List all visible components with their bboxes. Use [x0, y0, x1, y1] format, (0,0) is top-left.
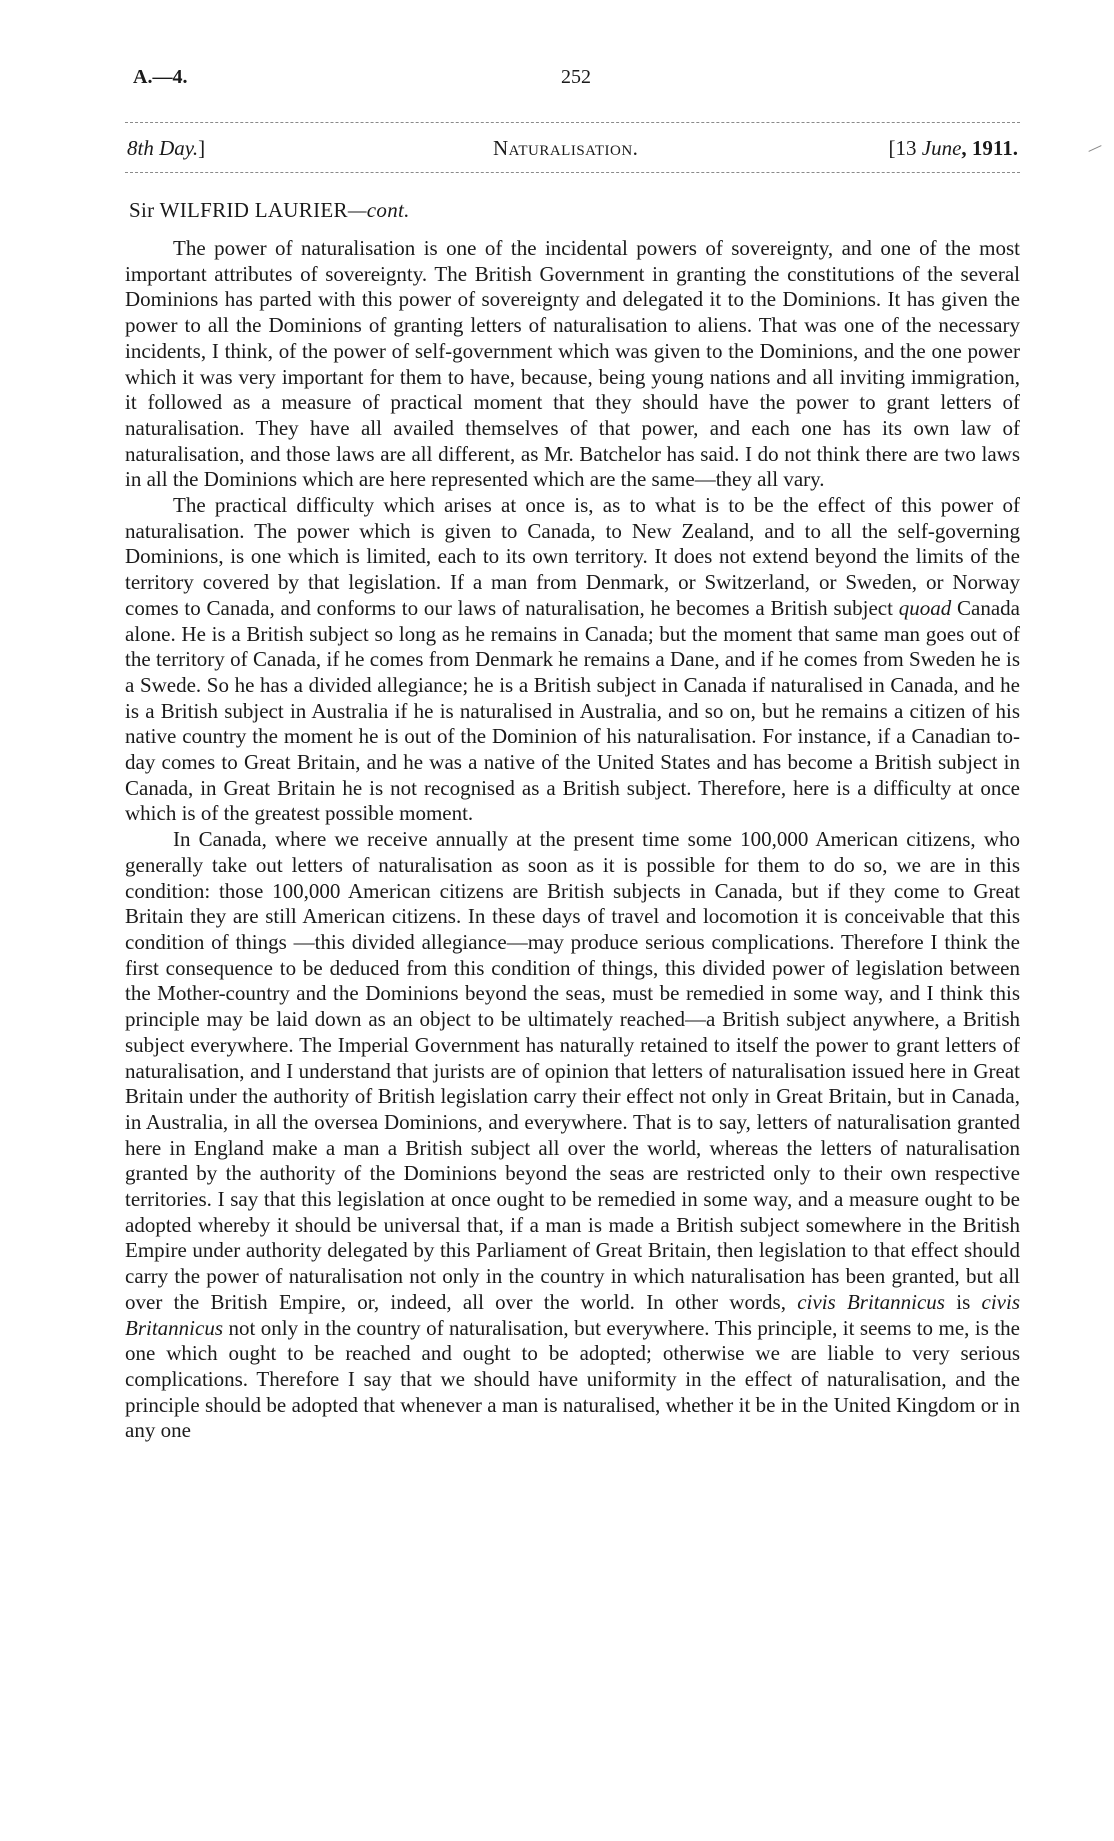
document-reference: A.—4. — [133, 66, 188, 88]
header-rule-bottom — [125, 172, 1020, 173]
paragraph-3: In Canada, where we receive annually at the present time some 100,000 American citizens, who generally take out letters of naturalisation as soon as it is possible for them to do so, we are in this condition: those 100,000 American citizens are British subjects in Canada, but if they come to Great Britain they are still American citizens. In these days of travel and locomotion it is conceivable that this condition of things —this divided allegiance—may produce serious complications. Therefore I think the first consequence to be deduced from this condition of things, this divided power of legislation between the Mother-country and the Dominions beyond the seas, must be remedied in some way, and I think this principle may be laid down as an object to be ultimately reached—a British subject anywhere, a British subject everywhere. The Imperial Government has naturally retained to itself the power to grant letters of naturalisation, and I understand that jurists are of opinion that letters of naturalisation issued here in Great Britain under the authority of British legislation carry their effect not only in Great Britain, but in Canada, in Australia, in all the oversea Dominions, and everywhere. That is to say, letters of naturalisation granted here in England make a man a British subject all over the world, whereas the letters of naturalisation granted by the authority of the Dominions beyond the seas are restricted only to their own respective territories. I say that this legislation at once ought to be remedied in some way, and a measure ought to be adopted whereby it should be universal that, if a man is made a British subject somewhere in the British Empire under authority delegated by this Parliament of Great Britain, then legislation to that effect should carry the power of naturalisation not only in the country in which naturalisation has been granted, but all over the British Empire, or, indeed, all over the world. In other words, civis Britannicus is civis Britannicus not only in the country of naturalisation, but everywhere. This principle, it seems to me, is the one which ought to be reached and ought to be adopted; otherwise we are liable to very serious complications. Therefore I say that we should have uniformity in the effect of naturalisation, and the principle should be adopted that whenever a man is naturalised, whether it be in the United Kingdom or in any one — [125, 827, 1020, 1443]
header-rule-top — [125, 122, 1020, 123]
running-head — [125, 136, 1020, 166]
sitting-date: [13 June, 1911. — [888, 136, 1018, 160]
speech-body — [125, 236, 1020, 1444]
page-header — [125, 66, 1020, 96]
paragraph-1: The power of naturalisation is one of the incidental powers of sovereignty, and one of the most important attributes of sovereignty. The British Government in granting the constitutions of the several Dominions has parted with this power of sovereignty and delegated it to the Dominions. It has given the power to all the Dominions of granting letters of naturalisation to aliens. That was one of the necessary incidents, I think, of the power of self-government which was given to the Dominions, and the one power which it was very important for them to have, because, being young nations and all inviting immigration, it followed as a measure of practical moment that they should have the power to grant letters of naturalisation. They have all availed themselves of that power, and each one has its own law of naturalisation, and those laws are all different, as Mr. Batchelor has said. I do not think there are two laws in all the Dominions which are here represented which are the same—they all vary. — [125, 236, 1020, 492]
speaker-heading: Sir WILFRID LAURIER—cont. — [129, 198, 410, 222]
margin-mark — [1088, 145, 1101, 152]
section-title: Naturalisation. — [493, 136, 639, 160]
sitting-day: 8th Day.] — [127, 136, 206, 160]
paragraph-2: The practical difficulty which arises at once is, as to what is to be the effect of this power of naturalisation. The power which is given to Canada, to New Zealand, and to all the self-governing Dominions, is one which is limited, each to its own territory. It does not extend beyond the limits of the territory covered by that legislation. If a man from Denmark, or Switzerland, or Sweden, or Norway comes to Canada, and conforms to our laws of naturalisation, he becomes a British subject quoad Canada alone. He is a British subject so long as he remains in Canada; but the moment that same man goes out of the territory of Canada, if he comes from Denmark he remains a Dane, and if he comes from Sweden he is a Swede. So he has a divided allegiance; he is a British subject in Canada if naturalised in Canada, and he is a British subject in Australia if he is naturalised in Australia, and so on, but he remains a citizen of his native country the moment he is out of the Dominion of his naturalisation. For instance, if a Canadian to-day comes to Great Britain, and he was a native of the United States and has become a British subject in Canada, in Great Britain he is not recognised as a British subject. Therefore, here is a difficulty at once which is of the greatest possible moment. — [125, 493, 1020, 826]
page-number: 252 — [561, 66, 591, 88]
